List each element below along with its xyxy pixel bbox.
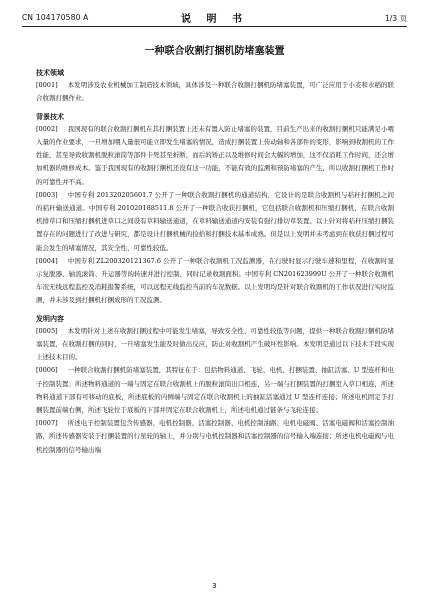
paragraph-number: [0007] <box>36 419 58 428</box>
paragraph-text: 中国专利 ZL200320121367.6 公开了一种联合收割机工况监测器，在行驶时显示行驶车速和里程，在收割时显示复脱器、轴流滚筒、升运器等的转速并进行控制，同时记录收割面积。中国专利 CN201623999U 公开了一种联合收割机车况无线远程监控及消耗报警系统，可以远程无线监控当前的车况数据。以上发明均是针对联合收割机的工作状况进行实时监测，并未涉及到打捆机打捆成形的工况监测。 <box>36 256 394 305</box>
paragraph-0006 <box>36 364 394 417</box>
document-number: CN 104170580 A <box>22 13 89 22</box>
page-header <box>22 10 407 27</box>
section-heading-background: 背景技术 <box>36 111 64 121</box>
paragraph-number: [0006] <box>36 366 58 375</box>
paragraph-number: [0002] <box>36 124 58 133</box>
paragraph-text: 我国现有的联合收割打捆机在其打捆装置上还未有置入防止堵塞的装置，目前生产出来的收割打捆机只能满足小喂入量的作业要求，一旦增加喂入量很可能立即发生堵塞的情况，造成打捆装置上传动轴和各部件的变形，影响到收割机的工作性能，甚至导致收割机脱粒滚筒等部件卡死甚至折断，而后的矫正以及维修时间会大幅的增加，这不仅消耗工作时间，还会增加机器的维修成本。鉴于我国现有的收割打捆机还没有这一功能，不能有效的监测和预防堵塞的产生，所以收割打捆机工作时的可靠性并不高。 <box>36 124 394 186</box>
paragraph-number: [0005] <box>36 326 58 335</box>
paragraph-0001 <box>36 79 394 105</box>
paragraph-number: [0004] <box>36 256 58 265</box>
paragraph-text: 本发明针对上述在收割打捆过程中可能发生堵塞，导致安全性、可靠性较低等问题，提供一种联合收割打捆机防堵塞装置，在收割打捆的同时，一旦堵塞发生能及时做出反应，防止对收割机产生破坏性影响。本发明是通过以下技术手段实现上述技术目的。 <box>36 326 394 362</box>
paragraph-number: [0001] <box>36 81 58 90</box>
section-heading-summary: 发明内容 <box>36 313 64 323</box>
page-number: 3 <box>212 582 217 590</box>
document-type: 说 明 书 <box>181 14 248 25</box>
document-title: 一种联合收割打捆机防堵塞装置 <box>144 46 285 57</box>
document-body <box>36 66 394 457</box>
paragraph-0003 <box>36 189 394 255</box>
paragraph-text: 中国专利 201320205601.7 公开了一种联合收割打捆机的通道结构，它设计的是联合收割机与秸秆打捆机之间的秸秆输送通道。中国专利 201020188511.8 公开了一种联合收获打捆机，它包括联合收割机和压缩打捆机，在联合收割机排草口和压缩打捆机进草口之间设有草料输送通道，在草料输送通道内安装有强行排切草装置。以上针对将秸秆压缩打捆装置存在的问题进行了改进与研究，都是设计打捆机械的捡拾和打捆技术基本成熟。但是以上发明并未考虑到在收获打捆过程可能会发生的堵塞情况，其安全性、可靠性较低。 <box>36 190 394 252</box>
paragraph-text: 所述电子控制装置包含传感器、电机控制器、活塞控制器、电机控制油路、电机电磁阀、活塞电磁阀和活塞控制油路，所述传感器安装于打捆装置的行星轮的轴上，并分别与电机控制器和活塞控制器的信号输入端连接；所述电机电磁阀与电机控制器的信号输出端 <box>36 419 394 454</box>
page-indicator: 1/3 页 <box>385 14 407 23</box>
paragraph-0005 <box>36 325 394 365</box>
paragraph-0004 <box>36 255 394 308</box>
paragraph-0007 <box>36 417 394 457</box>
paragraph-text: 一种联合收割打捆机防堵塞装置，其特征在于：包括物料通道、飞轮、电机、打捆装置、抽缸活塞、U 型连杆和电子控制装置；所述物料通道的一端与固定在联合收割机上的脱粒滚筒出口相连，另一端与打捆装置的打捆室入草口相连，所述物料通道下部有可移动的底板，所述底板的内侧端与固定在联合收割机上的抽缸活塞通过 U 型连杆连接；所述电机固定于打捆装置前端右侧，所述飞轮位于底板的下部并固定在联合收割机上，所述电机通过链条与飞轮连接； <box>36 366 394 415</box>
paragraph-number: [0003] <box>36 190 58 199</box>
paragraph-0002 <box>36 123 394 189</box>
paragraph-text: 本发明涉及农业机械加工制造技术领域，具体涉及一种联合收割打捆机防堵塞装置，可广泛应用于小麦和水稻的联合收割打捆作业。 <box>36 81 394 103</box>
section-heading-tech-field: 技术领域 <box>36 68 64 77</box>
